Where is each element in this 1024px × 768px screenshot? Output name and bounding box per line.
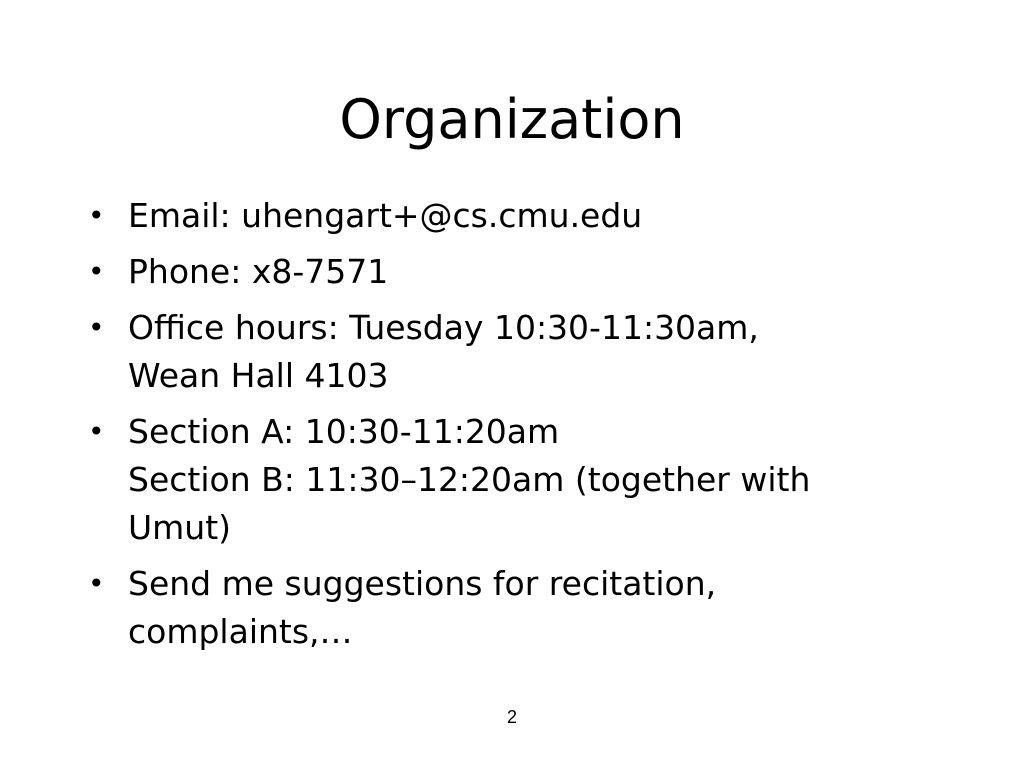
bullet-line: Section A: 10:30-11:20am [128,412,560,451]
bullet-line: Umut) [128,508,232,547]
bullet-line: Wean Hall 4103 [128,356,389,395]
bullet-email [88,192,968,240]
bullet-icon: • [88,567,105,600]
bullet-line: Phone: x8-7571 [128,252,389,291]
bullet-line: Office hours: Tuesday 10:30-11:30am, [128,308,759,347]
bullet-line: Section B: 11:30–12:20am (together with [128,460,811,499]
page-number: 2 [506,707,517,727]
bullet-sections [88,408,968,552]
bullet-icon: • [88,255,105,288]
slide-title: Organization [339,88,685,151]
bullet-line: Send me suggestions for recitation, [128,564,717,603]
bullet-office-hours [88,304,968,400]
bullet-icon: • [88,311,105,344]
bullet-line: complaints,… [128,612,353,651]
bullet-icon: • [88,199,105,232]
bullet-icon: • [88,415,105,448]
bullet-list [88,192,968,664]
bullet-line: Email: uhengart+@cs.cmu.edu [128,196,643,235]
bullet-suggestions [88,560,968,656]
bullet-phone [88,248,968,296]
